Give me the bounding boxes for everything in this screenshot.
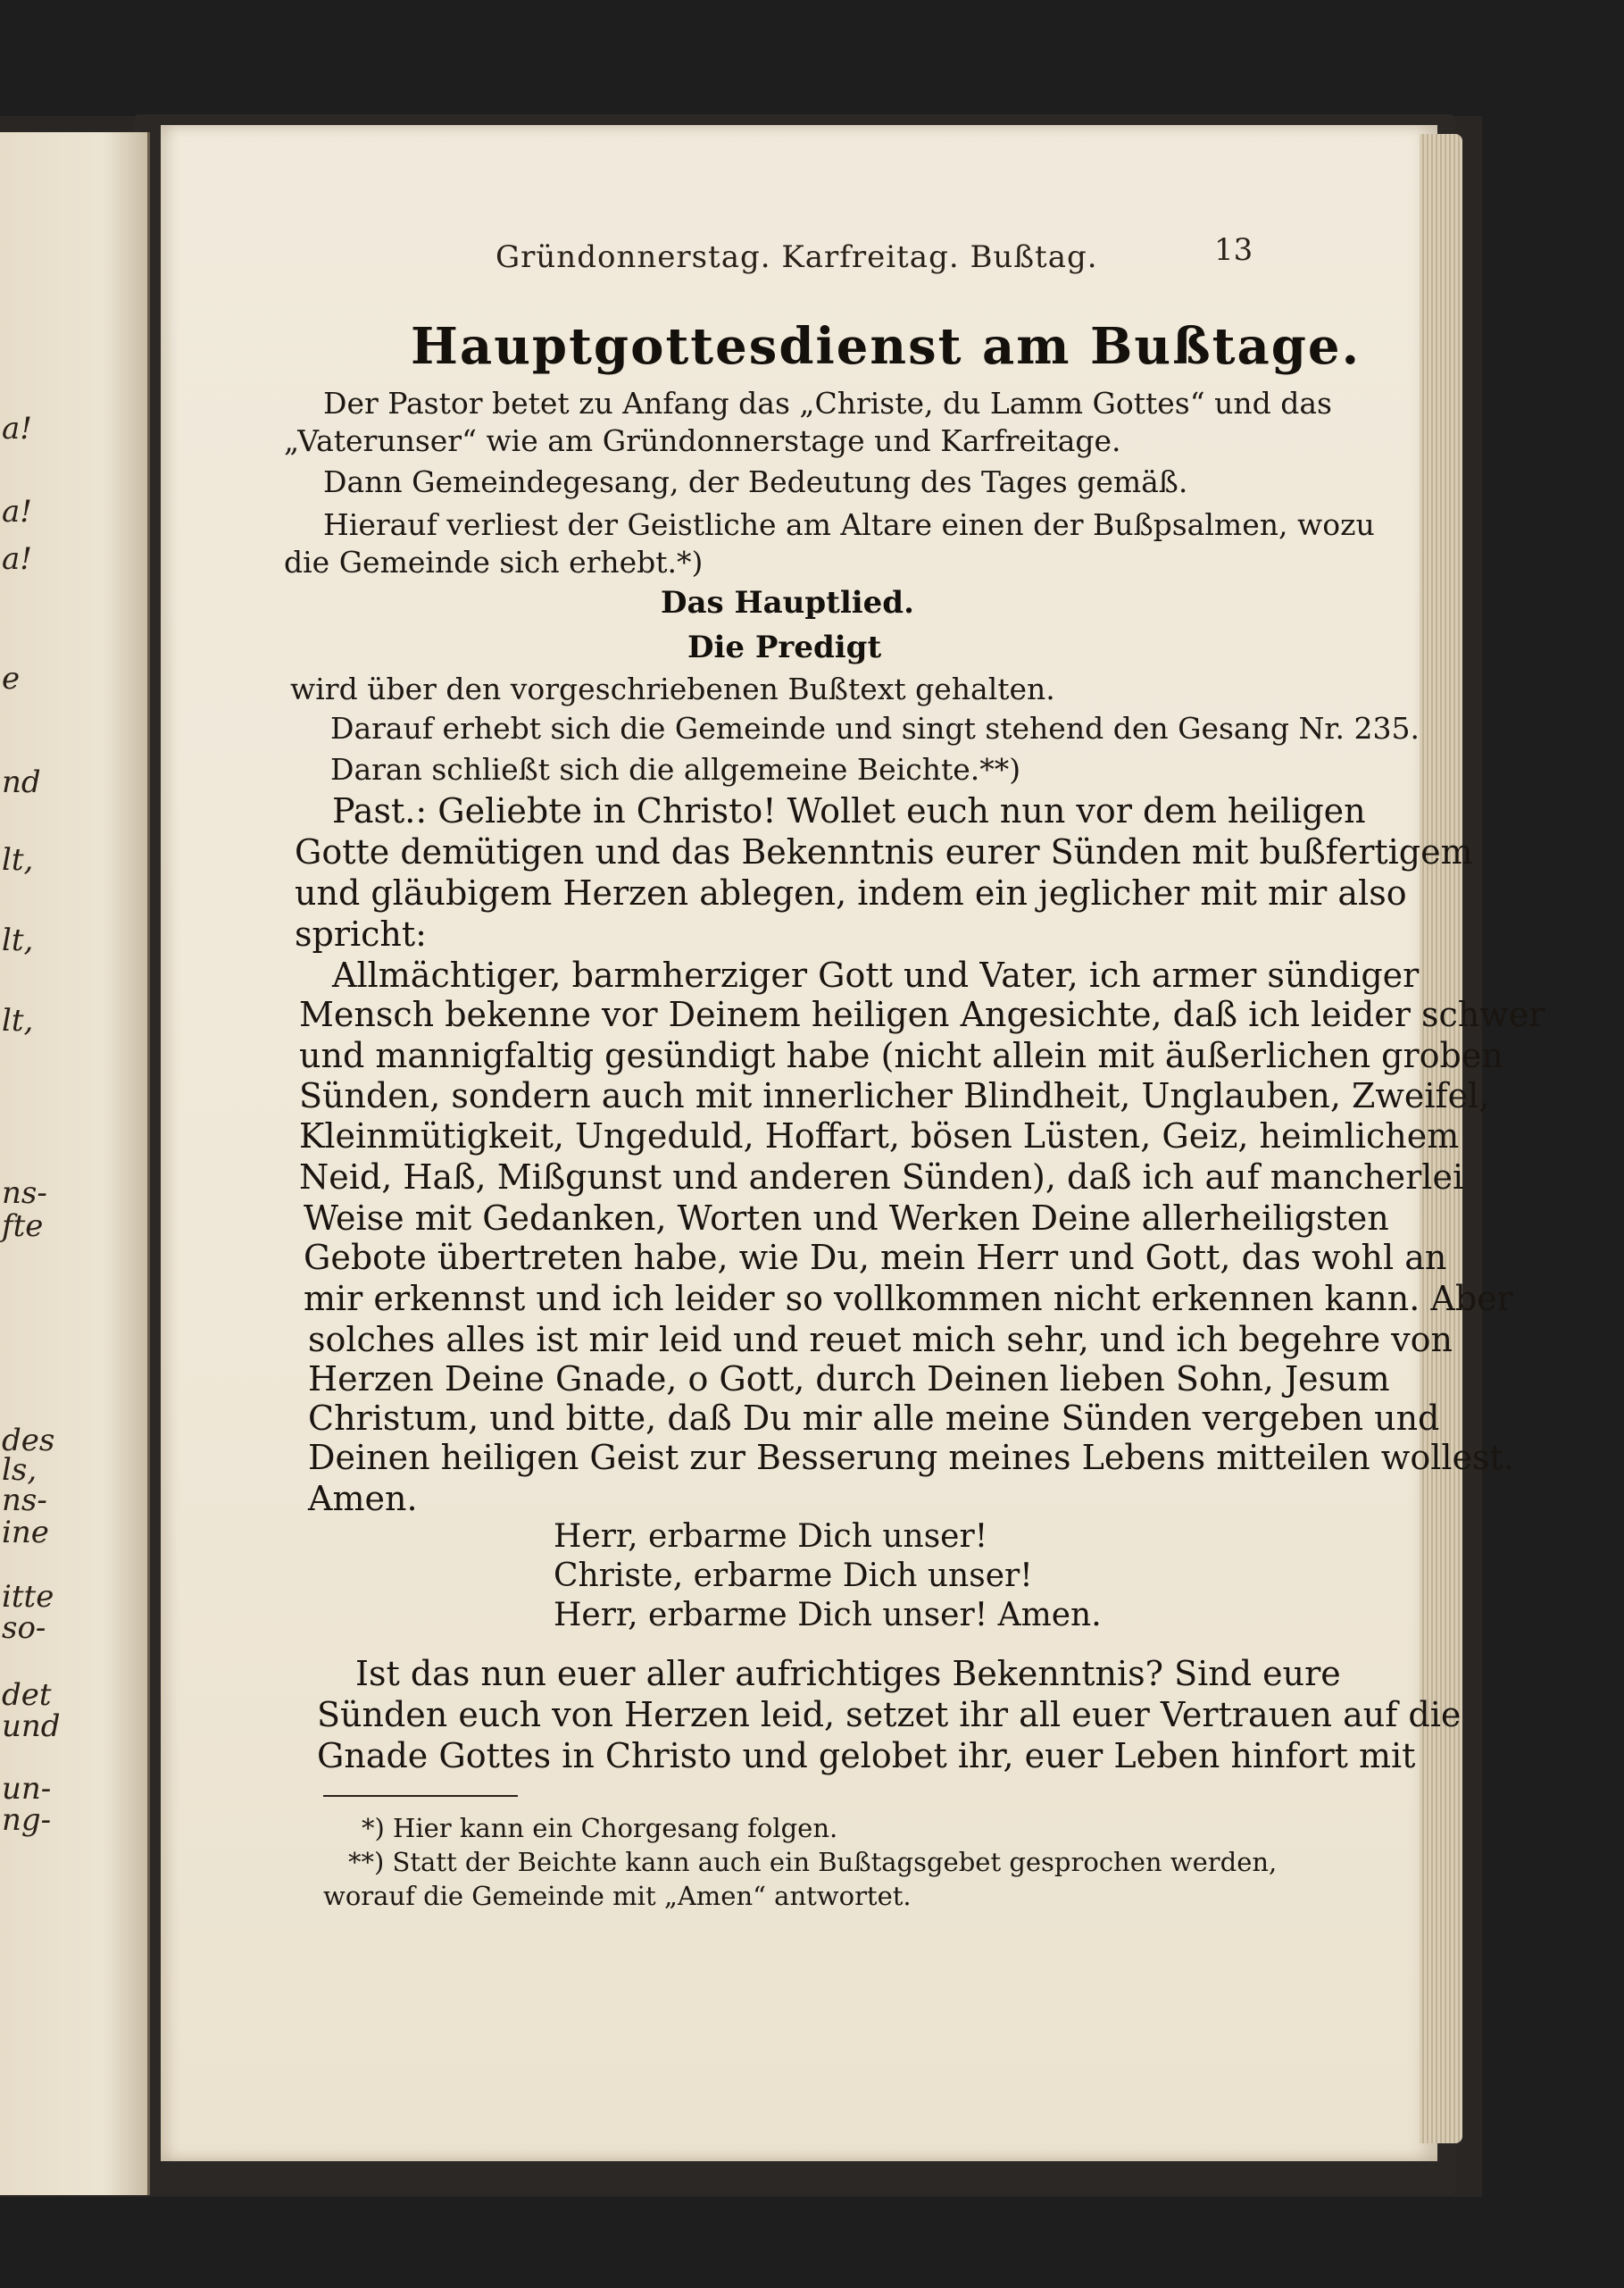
confession-line: mir erkennst und ich leider so vollkommen nicht erkennen kann. Aber [304, 1279, 1513, 1318]
footnote: worauf die Gemeinde mit „Amen“ antwortet. [323, 1881, 912, 1911]
left-page-fragment: nd [2, 764, 41, 800]
left-page-fragment: lt, [2, 842, 34, 878]
left-page-fragment: un- [2, 1771, 52, 1807]
rubric-line: wird über den vorgeschriebenen Bußtext gehalten. [290, 672, 1055, 706]
running-head: Gründonnerstag. Karfreitag. Bußtag. [496, 239, 1098, 275]
confession-line: Herzen Deine Gnade, o Gott, durch Deinen lieben Sohn, Jesum [308, 1359, 1390, 1399]
confession-line: Weise mit Gedanken, Worten und Werken Deine allerheiligsten [304, 1198, 1389, 1238]
footnote: *) Hier kann ein Chorgesang folgen. [362, 1813, 838, 1843]
left-page-fragment: ine [2, 1515, 49, 1550]
kyrie-line: Herr, erbarme Dich unser! [554, 1518, 988, 1555]
left-page-fragment: det [2, 1677, 52, 1713]
confession-line: spricht: [295, 914, 427, 954]
footnote: **) Statt der Beichte kann auch ein Bußtagsgebet gesprochen werden, [348, 1847, 1278, 1877]
left-page-fragment: ls, [2, 1452, 37, 1488]
confession-line: und mannigfaltig gesündigt habe (nicht allein mit äußerlichen groben [299, 1036, 1503, 1075]
closing-line: Gnade Gottes in Christo und gelobet ihr, euer Leben hinfort mit [317, 1736, 1416, 1775]
confession-line: Past.: Geliebte in Christo! Wollet euch nun vor dem heiligen [332, 791, 1366, 831]
confession-line: solches alles ist mir leid und reuet mich sehr, und ich begehre von [308, 1320, 1453, 1359]
confession-line: Sünden, sondern auch mit innerlicher Blindheit, Unglauben, Zweifel, [299, 1076, 1490, 1115]
left-page-fragment: ng- [2, 1802, 52, 1838]
rubric-line: Der Pastor betet zu Anfang das „Christe, du Lamm Gottes“ und das [323, 386, 1332, 421]
left-page-fragment: lt, [2, 923, 34, 958]
rubric-line: Darauf erhebt sich die Gemeinde und singt stehend den Gesang Nr. 235. [330, 711, 1420, 746]
left-page-fragment: so- [2, 1610, 46, 1646]
confession-line: und gläubigem Herzen ablegen, indem ein jeglicher mit mir also [295, 873, 1407, 913]
confession-line: Gotte demütigen und das Bekenntnis eurer Sünden mit bußfertigem [295, 832, 1473, 872]
left-page [0, 132, 150, 2195]
confession-line: Christum, und bitte, daß Du mir alle meine Sünden vergeben und [308, 1399, 1440, 1438]
left-page-fragment: itte [2, 1579, 54, 1615]
page-number: 13 [1214, 232, 1253, 268]
confession-line: Kleinmütigkeit, Ungeduld, Hoffart, bösen Lüsten, Geiz, heimlichem [299, 1116, 1460, 1156]
left-page-fragment: des [2, 1423, 55, 1458]
confession-line: Deinen heiligen Geist zur Besserung meines Lebens mitteilen wollest. [308, 1438, 1514, 1477]
rubric-line: Hierauf verliest der Geistliche am Altare einen der Bußpsalmen, wozu [323, 507, 1375, 542]
left-page-fragment: lt, [2, 1003, 34, 1039]
left-page-fragment: ns- [2, 1175, 47, 1211]
left-page-fragment: a! [2, 494, 32, 530]
section-title: Hauptgottesdienst am Bußtage. [411, 317, 1362, 376]
left-page-fragment: ns- [2, 1482, 47, 1518]
closing-line: Ist das nun euer aller aufrichtiges Bekenntnis? Sind eure [355, 1654, 1341, 1693]
rubric-line: die Gemeinde sich erhebt.*) [284, 545, 704, 580]
confession-line: Allmächtiger, barmherziger Gott und Vater, ich armer sündiger [332, 956, 1420, 995]
left-page-fragment: e [2, 661, 21, 697]
rubric-line: Dann Gemeindegesang, der Bedeutung des Tages gemäß. [323, 464, 1188, 499]
left-page-fragment: a! [2, 541, 32, 577]
subheading-hauptlied: Das Hauptlied. [661, 585, 914, 621]
kyrie-line: Herr, erbarme Dich unser! Amen. [554, 1597, 1102, 1633]
kyrie-line: Christe, erbarme Dich unser! [554, 1557, 1033, 1594]
subheading-predigt: Die Predigt [687, 630, 882, 665]
confession-line: Gebote übertreten habe, wie Du, mein Herr und Gott, das wohl an [304, 1238, 1447, 1277]
confession-line: Neid, Haß, Mißgunst und anderen Sünden), daß ich auf mancherlei [299, 1157, 1464, 1197]
footnote-divider [323, 1795, 518, 1797]
rubric-line: Daran schließt sich die allgemeine Beichte.**) [330, 752, 1021, 787]
closing-line: Sünden euch von Herzen leid, setzet ihr all euer Vertrauen auf die [317, 1695, 1462, 1734]
left-page-fragment: a! [2, 411, 32, 447]
rubric-line: „Vaterunser“ wie am Gründonnerstage und Karfreitage. [284, 423, 1121, 458]
confession-line: Amen. [308, 1479, 418, 1518]
confession-line: Mensch bekenne vor Deinem heiligen Angesichte, daß ich leider schwer [299, 995, 1545, 1034]
left-page-fragment: fte [2, 1208, 44, 1244]
left-page-fragment: und [2, 1708, 61, 1744]
